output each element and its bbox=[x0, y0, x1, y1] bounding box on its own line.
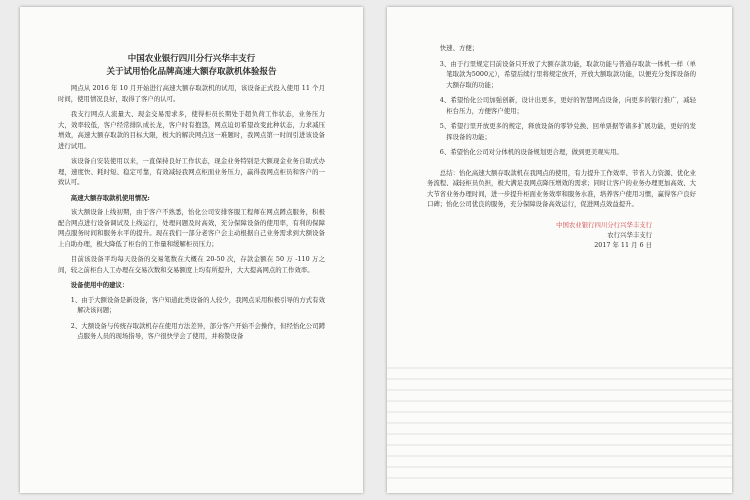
report-page-1 bbox=[20, 7, 363, 493]
usage-section-heading: 高速大额存取款机使用情况: bbox=[70, 193, 150, 202]
operation-paragraph: 该设备自安装使用以来，一直保持良好工作状态，现金业务特别是大额现金业务自助式办理，速度快、耗时短、稳定可靠，有效减轻我网点柜面业务压力，赢得我网点柜员和客户的一致认可。 bbox=[58, 157, 325, 186]
usage-paragraph: 该大额设备上线初期，由于客户不熟悉，怡化公司安排客服工程师在网点蹲点服务，积极配合网点进行设备调试及上线运行，处理问题及时高效，充分保障设备的使用率，有利的保障网点服务时间和服务水平的提升。现在我们一部分老客户会主动根据自己业务需求到大额设备上自助办理，极大降低了柜台的工作量和缓解柜员压力； bbox=[58, 208, 325, 248]
background-paragraph: 我支行网点人流量大、现金交易需求多，使得柜员长期处于超负荷工作状态，业务压力大，效率较低，客户经常排队成长龙，客户时有抱怨，网点迫切希望改变此种状态，力求减压增效，高速大额存取款的目标大限，极大的解决网点这一难题时，我网点第一时间引进该设备进行试用。 bbox=[58, 110, 325, 150]
bank-branch-title: 中国农业银行四川分行兴华丰支行 bbox=[127, 54, 256, 64]
suggestion-item-6: 6、希望怡化公司对分体机的设备规划更合理，做到更美观实用。 bbox=[439, 148, 623, 156]
suggestion-item-4: 4、希望怡化公司加强创新，设计出更多，更好的智慧网点设备，向更多的银行推广，减轻柜台压力，方便客户使用； bbox=[439, 96, 696, 115]
intro-paragraph: 网点从 2016 年 10 月开始进行高速大额存取款机的试用，该设备正式投入使用 11 个月时间，使用情况良好，取得了客户的认可。 bbox=[58, 84, 325, 103]
red-stamp-text: 中国农业银行四川分行兴华丰支行 bbox=[556, 220, 652, 229]
suggestion-item-5: 5、希望行里开放更多的规定，释放设备的零钞兑换、回单票据等诸多扩展功能，更好的发挥设备的功能； bbox=[439, 122, 696, 141]
suggestion-item-1: 1、由于大额设备是新设备，客户知道此类设备的人较少，我网点采用积极引导的方式有效解决该问题； bbox=[70, 295, 325, 314]
suggestion-item-2: 2、大额设备与传统存取款机存在使用方法差异，部分客户开始不会操作，但经怡化公司蹲点服务人员的现场指导，客户很快学会了使用，并称赞设备 bbox=[70, 321, 325, 340]
report-title: 关于试用怡化品牌高速大额存取款机体验报告 bbox=[106, 67, 277, 77]
suggestions-section-heading: 设备使用中的建议： bbox=[70, 281, 129, 289]
suggestion-item-3: 3、由于行里规定目前设备只开放了大额存款功能，取款功能与普通存取款一体机一样（单笔取款为5000元），希望后续行里将规定放开，开放大额取款功能，以便充分发挥设备的大额存取的功能； bbox=[439, 59, 696, 89]
show-through-texture bbox=[387, 367, 732, 487]
summary-paragraph: 总结：怡化高速大额存取款机在我网点的使用，有力提升工作效率、节省人力资源、优化业务流程、减轻柜员负担，极大满足我网点降压增效的需求；同时让客户的业务办理更加高效、大大节省业务办理时间，进一步提升柜面业务效率和服务水准，培养客户使用习惯，赢得客户良好口碑；怡化公司优良的服务，充分保障设备高效运行，促进网点效益提升。 bbox=[427, 168, 696, 208]
continued-text: 快速、方便； bbox=[439, 44, 479, 52]
statistics-paragraph: 目前该设备平均每天设备的交易笔数在大概在 20-50 次，存款金额在 50 万 -110 万之间，较之前柜台人工办理在交易次数和交易额度上均有所提升，大大提高网点的工作效率。 bbox=[58, 255, 325, 274]
report-page-2 bbox=[387, 7, 732, 493]
signature-line: 农行兴华丰支行 bbox=[607, 230, 652, 239]
report-date: 2017 年 11 月 6 日 bbox=[594, 240, 652, 249]
